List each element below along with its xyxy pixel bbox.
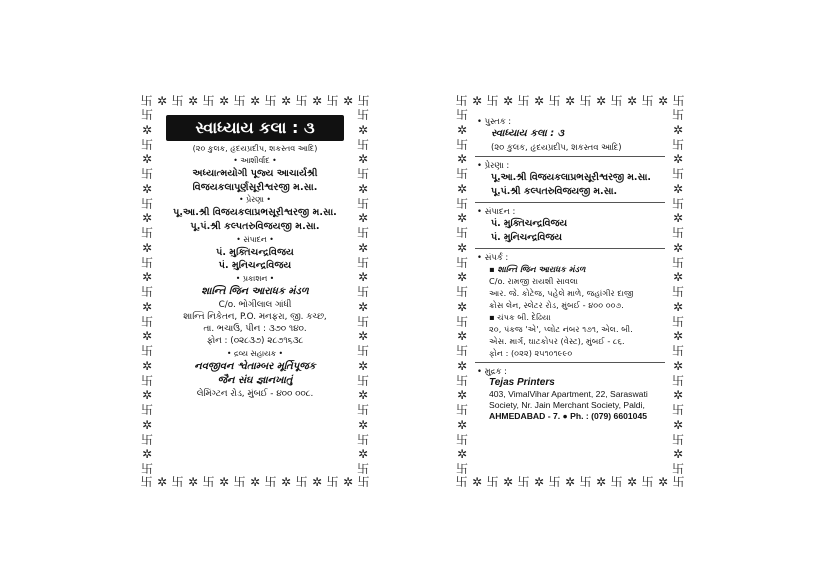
swastika-ornament-icon: 卐 [671, 432, 684, 447]
swastika-ornament-icon: 卐 [326, 475, 339, 489]
swastika-ornament-icon: 卐 [295, 475, 308, 489]
pustak-title: સ્વાધ્યાય કલા : ૩ [491, 128, 565, 140]
swastika-ornament-icon: 卐 [326, 94, 339, 108]
swastika-ornament-icon: 卐 [455, 285, 468, 299]
star-ornament-icon: ✲ [342, 94, 354, 108]
prakashan-co: C/o. ભોગીલાલ ગાંધી [218, 299, 292, 310]
swastika-ornament-icon: 卐 [671, 226, 684, 240]
sampadan-line-2: પં. મુનિચન્દ્રવિજય [218, 260, 292, 272]
swastika-ornament-icon: 卐 [671, 255, 684, 270]
star-ornament-icon: ✲ [533, 94, 545, 108]
star-ornament-icon: ✲ [311, 94, 323, 108]
star-ornament-icon: ✲ [456, 240, 468, 255]
star-ornament-icon: ✲ [141, 270, 153, 285]
swastika-ornament-icon: 卐 [140, 462, 153, 476]
swastika-ornament-icon: 卐 [455, 94, 468, 108]
star-ornament-icon: ✲ [456, 358, 468, 373]
star-ornament-icon: ✲ [502, 94, 514, 108]
star-ornament-icon: ✲ [357, 417, 369, 432]
divider [475, 156, 665, 157]
swastika-ornament-icon: 卐 [671, 167, 684, 181]
star-ornament-icon: ✲ [672, 240, 684, 255]
swastika-ornament-icon: 卐 [140, 285, 153, 299]
swastika-ornament-icon: 卐 [517, 475, 530, 489]
swastika-ornament-icon: 卐 [140, 196, 153, 211]
swastika-ornament-icon: 卐 [264, 94, 277, 108]
swastika-ornament-icon: 卐 [356, 226, 369, 240]
swastika-ornament-icon: 卐 [641, 475, 654, 489]
star-ornament-icon: ✲ [141, 181, 153, 196]
ashirvad-line-1: અધ્યાત્મયોગી પૂજ્ય આચાર્યશ્રી [192, 168, 318, 180]
prerna-line-1: પૂ.આ.શ્રી વિજયકલાપ્રભસૂરીશ્વરજી મ.સા. [173, 207, 337, 219]
star-ornament-icon: ✲ [672, 358, 684, 373]
sampark-label: • સંપર્ક : [477, 251, 509, 262]
star-ornament-icon: ✲ [456, 270, 468, 285]
star-ornament-icon: ✲ [456, 447, 468, 462]
star-ornament-icon: ✲ [141, 388, 153, 403]
prerna-line-1: પૂ.આ.શ્રી વિજયકલાપ્રભસૂરીશ્વરજી મ.સા. [491, 172, 651, 184]
swastika-ornament-icon: 卐 [356, 314, 369, 329]
star-ornament-icon: ✲ [280, 94, 292, 108]
star-ornament-icon: ✲ [357, 299, 369, 314]
swastika-ornament-icon: 卐 [455, 226, 468, 240]
prakashan-org: શાન્તિ જિન આરાધક મંડળ [201, 285, 309, 297]
ornamental-border-left [140, 109, 154, 476]
star-ornament-icon: ✲ [672, 270, 684, 285]
swastika-ornament-icon: 卐 [672, 475, 685, 489]
swastika-ornament-icon: 卐 [671, 314, 684, 329]
star-ornament-icon: ✲ [141, 299, 153, 314]
swastika-ornament-icon: 卐 [548, 94, 561, 108]
prakashan-phone: ફોન : (૦૨૮૩૭) ૨૮૭૧૬૩૮ [206, 336, 304, 347]
printer-addr-2: Society, Nr. Jain Merchant Society, Paldi, [489, 400, 645, 411]
star-ornament-icon: ✲ [672, 152, 684, 167]
star-ornament-icon: ✲ [564, 94, 576, 108]
printer-addr-3: AHMEDABAD - 7. ● Ph. : (079) 6601045 [489, 411, 648, 422]
ornamental-border-right [356, 109, 370, 476]
swastika-ornament-icon: 卐 [455, 373, 468, 388]
star-ornament-icon: ✲ [357, 358, 369, 373]
star-ornament-icon: ✲ [471, 475, 483, 489]
star-ornament-icon: ✲ [357, 211, 369, 226]
right-page-content [475, 115, 665, 470]
swastika-ornament-icon: 卐 [486, 475, 499, 489]
sampadan-label: • સંપાદન : [477, 206, 516, 216]
swastika-ornament-icon: 卐 [671, 403, 684, 417]
star-ornament-icon: ✲ [357, 270, 369, 285]
swastika-ornament-icon: 卐 [140, 137, 153, 152]
ashirvad-line-2: વિજયકલાપૂર્ણસૂરીશ્વરજી મ.સા. [192, 181, 318, 193]
star-ornament-icon: ✲ [456, 329, 468, 344]
printer-name: Tejas Printers [489, 377, 555, 389]
ornamental-border-top [140, 95, 370, 109]
swastika-ornament-icon: 卐 [455, 403, 468, 417]
swastika-ornament-icon: 卐 [356, 255, 369, 270]
swastika-ornament-icon: 卐 [517, 94, 530, 108]
swastika-ornament-icon: 卐 [455, 314, 468, 329]
dravya-label: • દ્રવ્ય સહાયક • [226, 348, 284, 358]
sampark-addr-2: ક્રોસ લેન, સ્લેટર રોડ, મુંબઈ - ૪૦૦ ૦૦૭. [489, 300, 624, 310]
swastika-ornament-icon: 卐 [140, 108, 153, 122]
swastika-ornament-icon: 卐 [671, 137, 684, 152]
star-ornament-icon: ✲ [672, 417, 684, 432]
prakashan-addr-2: તા. ભચાઉ, પીન : ૩૭૦ ૧૪૦. [203, 324, 307, 335]
star-ornament-icon: ✲ [626, 94, 638, 108]
star-ornament-icon: ✲ [533, 475, 545, 489]
champak-addr-2: એસ. માર્ગ, ઘાટકોપર (વેસ્ટ), મુંબઈ - ૮૬. [489, 336, 625, 346]
swastika-ornament-icon: 卐 [140, 226, 153, 240]
book-subtitle: (૨૦ કુલક, હૃદયપ્રદીપ, શકસ્તવ આદિ) [192, 144, 318, 153]
dravya-line-1: નવજીવન શ્વેતામ્બર મૂર્તિપૂજક [194, 360, 316, 372]
star-ornament-icon: ✲ [456, 181, 468, 196]
swastika-ornament-icon: 卐 [356, 196, 369, 211]
sampadan-line-1: પં. મુક્તિચન્દ્રવિજય [491, 218, 568, 230]
swastika-ornament-icon: 卐 [455, 255, 468, 270]
swastika-ornament-icon: 卐 [356, 403, 369, 417]
star-ornament-icon: ✲ [657, 94, 669, 108]
swastika-ornament-icon: 卐 [357, 94, 370, 108]
star-ornament-icon: ✲ [456, 417, 468, 432]
swastika-ornament-icon: 卐 [140, 403, 153, 417]
swastika-ornament-icon: 卐 [610, 94, 623, 108]
star-ornament-icon: ✲ [187, 94, 199, 108]
star-ornament-icon: ✲ [141, 152, 153, 167]
swastika-ornament-icon: 卐 [579, 475, 592, 489]
swastika-ornament-icon: 卐 [140, 432, 153, 447]
swastika-ornament-icon: 卐 [140, 373, 153, 388]
sampark-co: C/o. રામજી રાયશી સાવલા [489, 276, 579, 286]
ornamental-border-bottom [455, 476, 685, 490]
star-ornament-icon: ✲ [456, 388, 468, 403]
champak-addr-1: ૨૦, પંકજ 'એ', પ્લોટ નંબર ૧૭૧, એલ. બી. [489, 324, 633, 334]
sampark-org: ▪ શાન્તિ જિન આરાધક મંડળ [489, 264, 586, 274]
swastika-ornament-icon: 卐 [579, 94, 592, 108]
prerna-line-2: પૂ.પં.શ્રી કલ્પતરુવિજયજી મ.સા. [491, 186, 618, 198]
ashirvad-label: • આશીર્વાદ • [233, 156, 277, 166]
swastika-ornament-icon: 卐 [455, 344, 468, 358]
swastika-ornament-icon: 卐 [140, 167, 153, 181]
swastika-ornament-icon: 卐 [455, 196, 468, 211]
pustak-subtitle: (૨૦ કુલક, હૃદયપ્રદીપ, શકસ્તવ આદિ) [491, 142, 622, 152]
swastika-ornament-icon: 卐 [357, 475, 370, 489]
swastika-ornament-icon: 卐 [295, 94, 308, 108]
star-ornament-icon: ✲ [187, 475, 199, 489]
star-ornament-icon: ✲ [672, 388, 684, 403]
star-ornament-icon: ✲ [249, 94, 261, 108]
swastika-ornament-icon: 卐 [140, 475, 153, 489]
book-title: સ્વાધ્યાય કલા : ૩ [166, 115, 344, 141]
swastika-ornament-icon: 卐 [671, 373, 684, 388]
star-ornament-icon: ✲ [141, 211, 153, 226]
printer-addr-1: 403, VimalVihar Apartment, 22, Saraswati [489, 388, 648, 399]
swastika-ornament-icon: 卐 [233, 94, 246, 108]
star-ornament-icon: ✲ [156, 475, 168, 489]
divider [475, 248, 665, 249]
swastika-ornament-icon: 卐 [671, 108, 684, 122]
star-ornament-icon: ✲ [672, 447, 684, 462]
prakashan-addr-1: શાન્તિ નિકેતન, P.O. મનફરા, જી. કચ્છ, [183, 311, 327, 322]
swastika-ornament-icon: 卐 [671, 285, 684, 299]
star-ornament-icon: ✲ [249, 475, 261, 489]
swastika-ornament-icon: 卐 [455, 432, 468, 447]
star-ornament-icon: ✲ [456, 211, 468, 226]
champak-phone: ફોન : (૦૨૨) ૨૫૧૦૧૯૯૦ [489, 348, 573, 358]
swastika-ornament-icon: 卐 [264, 475, 277, 489]
star-ornament-icon: ✲ [456, 122, 468, 137]
star-ornament-icon: ✲ [456, 152, 468, 167]
star-ornament-icon: ✲ [564, 475, 576, 489]
prerna-label: • પ્રેરણા • [239, 195, 271, 205]
swastika-ornament-icon: 卐 [356, 167, 369, 181]
star-ornament-icon: ✲ [626, 475, 638, 489]
swastika-ornament-icon: 卐 [140, 94, 153, 108]
star-ornament-icon: ✲ [672, 329, 684, 344]
swastika-ornament-icon: 卐 [356, 344, 369, 358]
star-ornament-icon: ✲ [672, 181, 684, 196]
swastika-ornament-icon: 卐 [356, 373, 369, 388]
star-ornament-icon: ✲ [357, 152, 369, 167]
swastika-ornament-icon: 卐 [356, 137, 369, 152]
divider [475, 202, 665, 203]
star-ornament-icon: ✲ [672, 211, 684, 226]
star-ornament-icon: ✲ [311, 475, 323, 489]
star-ornament-icon: ✲ [595, 475, 607, 489]
sampark-addr-1: આર. જે. કોટેજ, પહેલે માળે, જહાંગીર દાજી [489, 288, 634, 298]
star-ornament-icon: ✲ [141, 417, 153, 432]
swastika-ornament-icon: 卐 [455, 475, 468, 489]
ornamental-border-bottom [140, 476, 370, 490]
star-ornament-icon: ✲ [471, 94, 483, 108]
star-ornament-icon: ✲ [357, 181, 369, 196]
divider [475, 362, 665, 363]
swastika-ornament-icon: 卐 [610, 475, 623, 489]
prerna-label: • પ્રેરણા : [477, 160, 510, 171]
swastika-ornament-icon: 卐 [356, 108, 369, 122]
swastika-ornament-icon: 卐 [486, 94, 499, 108]
prerna-line-2: પૂ.પં.શ્રી કલ્પતરુવિજયજી મ.સા. [190, 220, 320, 232]
mudrak-label: • મુદ્રક : [477, 366, 507, 376]
star-ornament-icon: ✲ [141, 447, 153, 462]
swastika-ornament-icon: 卐 [233, 475, 246, 489]
star-ornament-icon: ✲ [357, 122, 369, 137]
star-ornament-icon: ✲ [357, 388, 369, 403]
star-ornament-icon: ✲ [357, 240, 369, 255]
star-ornament-icon: ✲ [672, 122, 684, 137]
swastika-ornament-icon: 卐 [202, 475, 215, 489]
star-ornament-icon: ✲ [657, 475, 669, 489]
swastika-ornament-icon: 卐 [140, 255, 153, 270]
left-page-content [160, 115, 350, 470]
star-ornament-icon: ✲ [141, 358, 153, 373]
swastika-ornament-icon: 卐 [672, 94, 685, 108]
champak-name: ▪ ચંપક બી. દેઢિયા [489, 312, 551, 322]
dravya-addr: લેમિંગ્ટન રોડ, મુંબઈ - ૪૦૦ ૦૦૮. [196, 388, 314, 399]
swastika-ornament-icon: 卐 [171, 475, 184, 489]
star-ornament-icon: ✲ [502, 475, 514, 489]
sampadan-line-1: પં. મુક્તિચન્દ્રવિજય [216, 246, 294, 258]
swastika-ornament-icon: 卐 [356, 432, 369, 447]
swastika-ornament-icon: 卐 [356, 462, 369, 476]
star-ornament-icon: ✲ [218, 475, 230, 489]
swastika-ornament-icon: 卐 [641, 94, 654, 108]
star-ornament-icon: ✲ [357, 447, 369, 462]
swastika-ornament-icon: 卐 [671, 196, 684, 211]
star-ornament-icon: ✲ [141, 329, 153, 344]
star-ornament-icon: ✲ [280, 475, 292, 489]
sampadan-line-2: પં. મુનિચન્દ્રવિજય [491, 232, 562, 243]
star-ornament-icon: ✲ [156, 94, 168, 108]
star-ornament-icon: ✲ [141, 122, 153, 137]
swastika-ornament-icon: 卐 [171, 94, 184, 108]
dravya-line-2: જૈન સંઘ જ્ઞાનખાતું [217, 374, 293, 386]
star-ornament-icon: ✲ [218, 94, 230, 108]
star-ornament-icon: ✲ [342, 475, 354, 489]
star-ornament-icon: ✲ [141, 240, 153, 255]
prakashan-label: • પ્રકાશન • [235, 273, 275, 283]
swastika-ornament-icon: 卐 [455, 167, 468, 181]
swastika-ornament-icon: 卐 [455, 108, 468, 122]
swastika-ornament-icon: 卐 [140, 314, 153, 329]
ornamental-border-right [671, 109, 685, 476]
swastika-ornament-icon: 卐 [671, 344, 684, 358]
star-ornament-icon: ✲ [456, 299, 468, 314]
swastika-ornament-icon: 卐 [140, 344, 153, 358]
star-ornament-icon: ✲ [672, 299, 684, 314]
ornamental-border-top [455, 95, 685, 109]
right-page [455, 95, 685, 490]
star-ornament-icon: ✲ [595, 94, 607, 108]
ornamental-border-left [455, 109, 469, 476]
sampadan-label: • સંપાદન • [236, 234, 274, 244]
swastika-ornament-icon: 卐 [671, 462, 684, 476]
star-ornament-icon: ✲ [357, 329, 369, 344]
left-page [140, 95, 370, 490]
swastika-ornament-icon: 卐 [455, 462, 468, 476]
swastika-ornament-icon: 卐 [455, 137, 468, 152]
swastika-ornament-icon: 卐 [202, 94, 215, 108]
swastika-ornament-icon: 卐 [548, 475, 561, 489]
pustak-label: • પુસ્તક : [477, 116, 512, 126]
swastika-ornament-icon: 卐 [356, 285, 369, 299]
